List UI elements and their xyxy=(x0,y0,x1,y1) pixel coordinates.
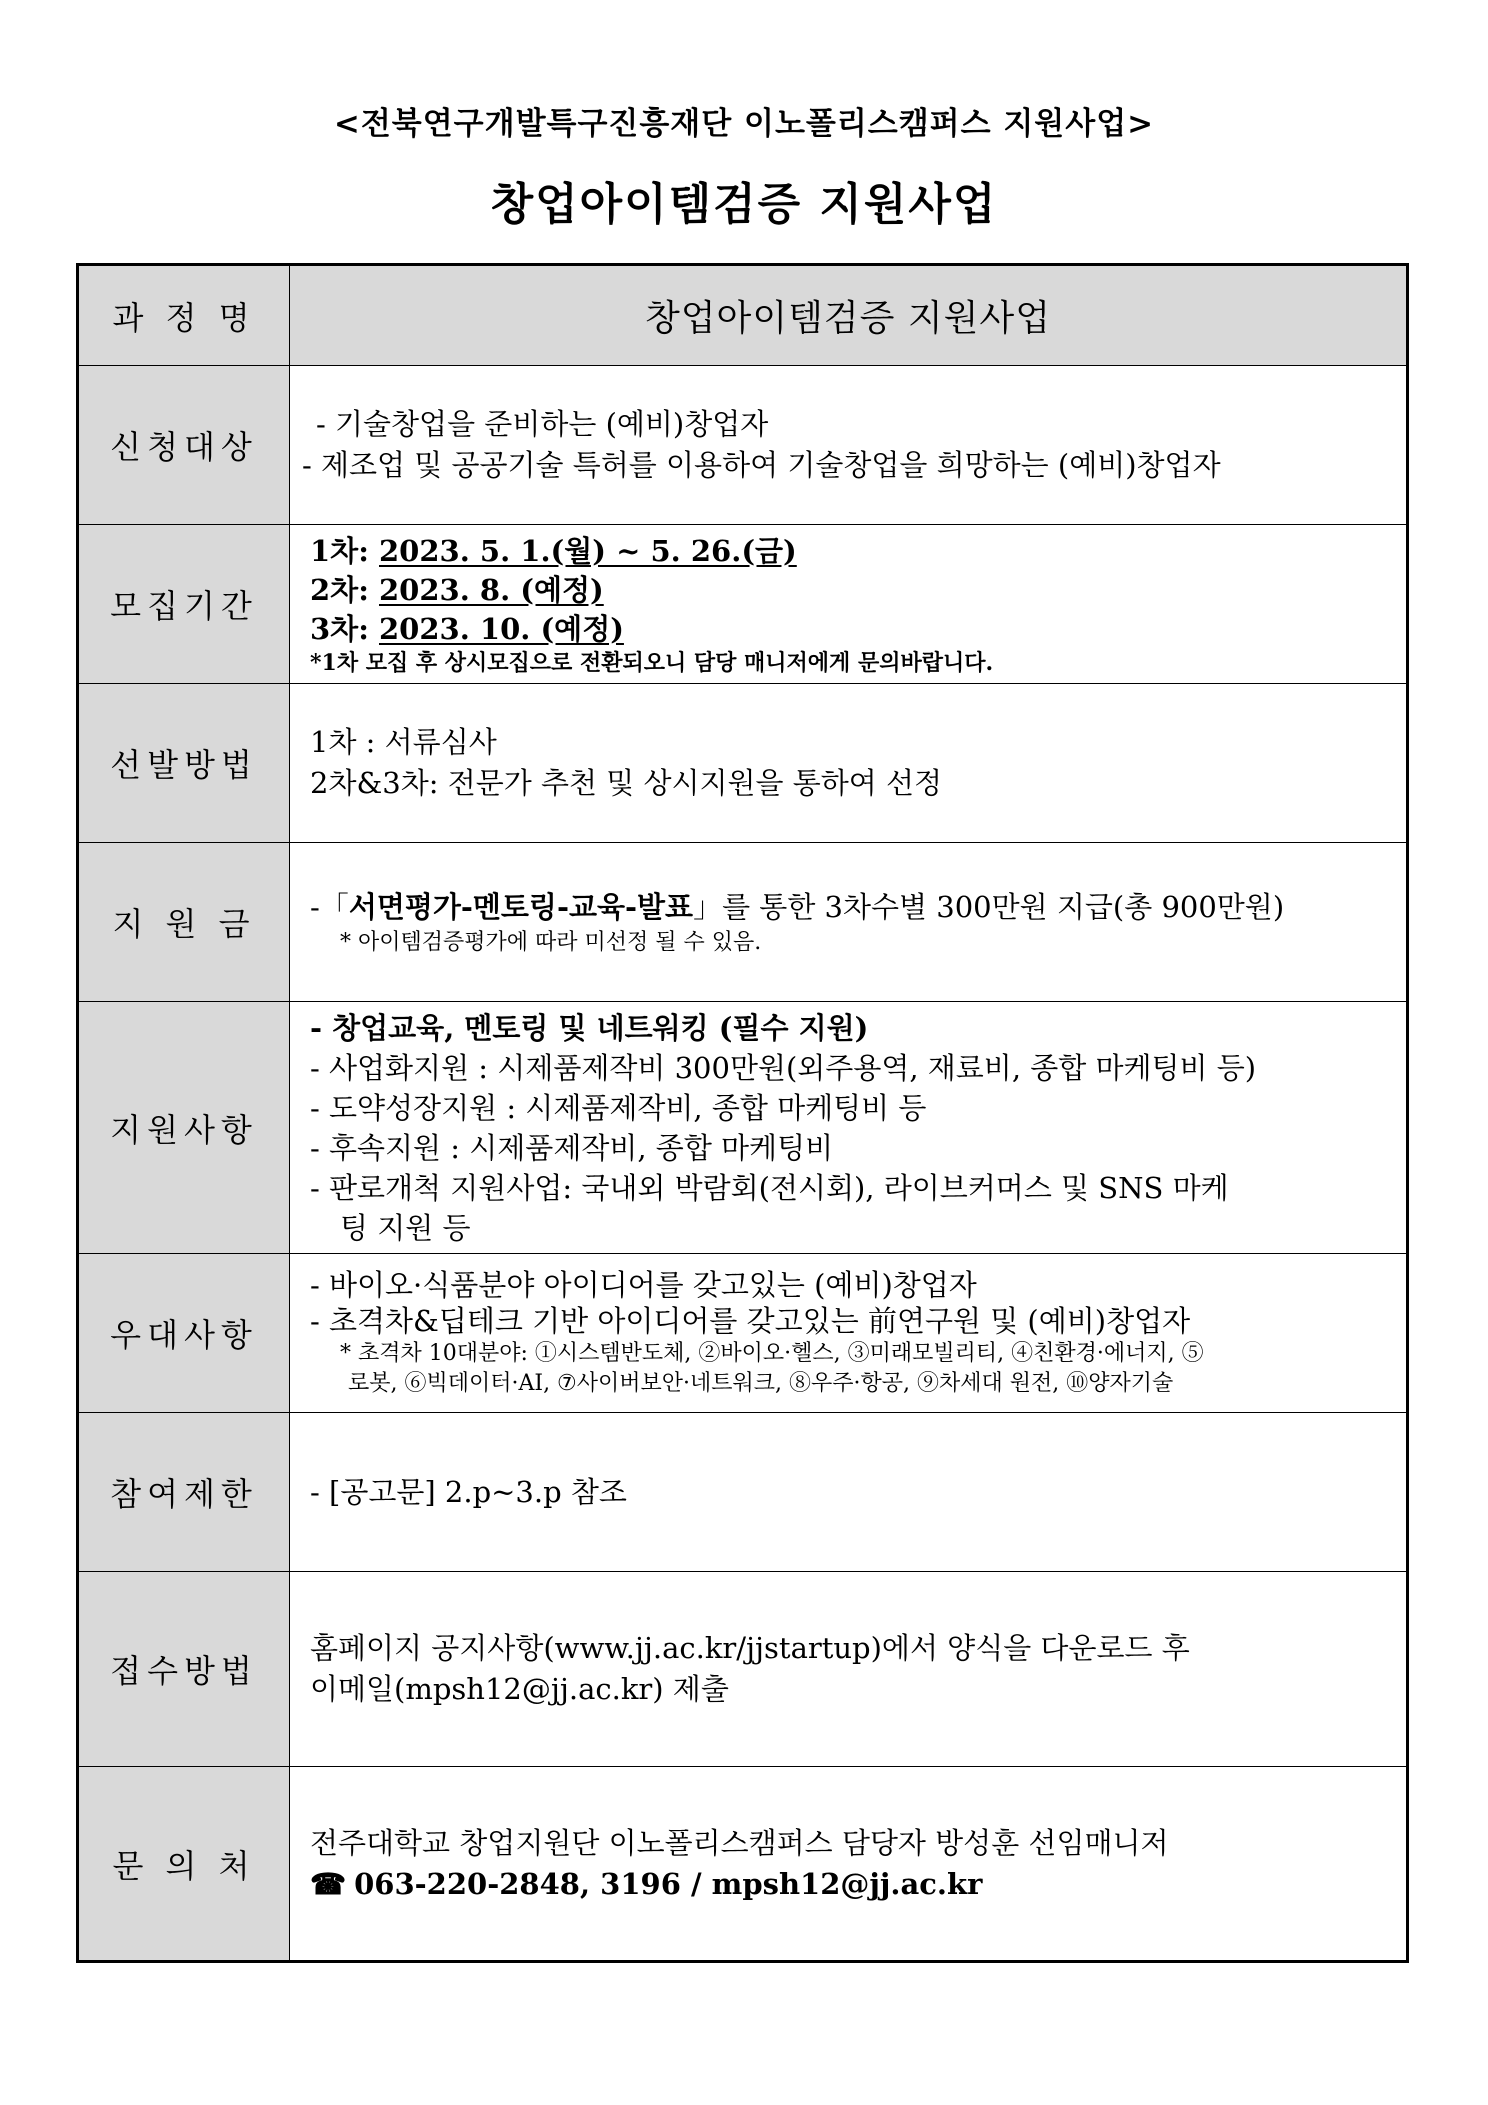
row-submission xyxy=(78,1572,1408,1767)
preference-content xyxy=(290,1254,1408,1413)
support-line-5: - 판로개척 지원사업: 국내외 박람회(전시회), 라이브커머스 및 SNS 마케 xyxy=(310,1170,1229,1205)
round-3-date: 2023. 10. (예정) xyxy=(379,611,624,646)
selection-line-2: 2차&3차: 전문가 추천 및 상시지원을 통하여 선정 xyxy=(310,766,943,800)
period-round-3 xyxy=(310,610,1392,649)
period-content xyxy=(290,525,1408,684)
course-name: 창업아이템검증 지원사업 xyxy=(290,265,1408,366)
support-line-1: - 창업교육, 멘토링 및 네트워킹 (필수 지원) xyxy=(310,1010,869,1045)
row-target xyxy=(78,366,1408,525)
row-course xyxy=(78,265,1408,366)
target-content xyxy=(290,366,1408,525)
support-line-4: - 후속지원 : 시제품제작비, 종합 마케팅비 xyxy=(310,1130,834,1165)
label-support: 지원사항 xyxy=(78,1002,290,1254)
row-funding xyxy=(78,843,1408,1002)
label-period: 모집기간 xyxy=(78,525,290,684)
round-2-prefix: 2차: xyxy=(310,572,379,607)
row-restriction xyxy=(78,1413,1408,1572)
selection-line-1: 1차 : 서류심사 xyxy=(310,725,497,759)
restriction-content: - [공고문] 2.p~3.p 참조 xyxy=(290,1413,1408,1572)
label-preference: 우대사항 xyxy=(78,1254,290,1413)
support-line-6: 팅 지원 등 xyxy=(340,1210,471,1245)
funding-program: 서면평가-멘토링-교육-발표 xyxy=(348,889,694,924)
support-content xyxy=(290,1002,1408,1254)
label-course: 과 정 명 xyxy=(78,265,290,366)
row-period xyxy=(78,525,1408,684)
round-2-date: 2023. 8. (예정) xyxy=(379,572,604,607)
period-round-2 xyxy=(310,571,1392,610)
contact-phone: 063-220-2848, 3196 / mpsh12@jj.ac.kr xyxy=(354,1866,983,1901)
page-title: 창업아이템검증 지원사업 xyxy=(490,179,998,230)
program-info-table xyxy=(76,263,1409,1963)
submission-line-2: 이메일(mpsh12@jj.ac.kr) 제출 xyxy=(310,1672,729,1706)
funding-suffix: 」를 통한 3차수별 300만원 지급(총 900만원) xyxy=(693,889,1285,924)
round-1-date: 2023. 5. 1.(월) ~ 5. 26.(금) xyxy=(379,533,797,568)
support-line-3: - 도약성장지원 : 시제품제작비, 종합 마케팅비 등 xyxy=(310,1090,927,1125)
phone-icon: ☎ xyxy=(310,1866,347,1901)
target-line-1: - 기술창업을 준비하는 (예비)창업자 xyxy=(316,407,769,441)
row-support xyxy=(78,1002,1408,1254)
submission-content xyxy=(290,1572,1408,1767)
label-selection: 선발방법 xyxy=(78,684,290,843)
row-selection xyxy=(78,684,1408,843)
period-note: *1차 모집 후 상시모집으로 전환되오니 담당 매니저에게 문의바랍니다. xyxy=(310,649,994,676)
label-submission: 접수방법 xyxy=(78,1572,290,1767)
funding-line xyxy=(310,887,1392,928)
preference-line-2: - 초격차&딥테크 기반 아이디어를 갖고있는 前연구원 및 (예비)창업자 xyxy=(310,1304,1191,1338)
row-preference xyxy=(78,1254,1408,1413)
target-line-2: - 제조업 및 공공기술 특허를 이용하여 기술창업을 희망하는 (예비)창업자 xyxy=(302,448,1221,482)
row-contact xyxy=(78,1767,1408,1962)
period-round-1 xyxy=(310,532,1392,571)
label-target: 신청대상 xyxy=(78,366,290,525)
submission-line-1: 홈페이지 공지사항(www.jj.ac.kr/jjstartup)에서 양식을 다운로드 후 xyxy=(310,1631,1190,1665)
preference-note-line-2: 로봇, ⑥빅데이터·AI, ⑦사이버보안·네트워크, ⑧우주·항공, ⑨차세대 원전, ⑩양자기술 xyxy=(348,1371,1174,1396)
contact-phone-line xyxy=(310,1864,1392,1905)
funding-content xyxy=(290,843,1408,1002)
label-funding: 지 원 금 xyxy=(78,843,290,1002)
round-3-prefix: 3차: xyxy=(310,611,379,646)
support-line-2: - 사업화지원 : 시제품제작비 300만원(외주용역, 재료비, 종합 마케팅비 등) xyxy=(310,1050,1257,1085)
header-subtitle: <전북연구개발특구진흥재단 이노폴리스캠퍼스 지원사업> xyxy=(333,106,1155,142)
label-restriction: 참여제한 xyxy=(78,1413,290,1572)
funding-prefix: -「 xyxy=(310,889,349,924)
round-1-prefix: 1차: xyxy=(310,533,379,568)
contact-content xyxy=(290,1767,1408,1962)
funding-note: * 아이템검증평가에 따라 미선정 될 수 있음. xyxy=(340,929,762,955)
contact-line-1: 전주대학교 창업지원단 이노폴리스캠퍼스 담당자 방성훈 선임매니저 xyxy=(310,1825,1169,1860)
selection-content xyxy=(290,684,1408,843)
preference-line-1: - 바이오·식품분야 아이디어를 갖고있는 (예비)창업자 xyxy=(310,1268,977,1302)
preference-note-line-1: * 초격차 10대분야: ①시스템반도체, ②바이오·헬스, ③미래모빌리티, ④친환경·에너지, ⑤ xyxy=(340,1341,1204,1366)
label-contact: 문 의 처 xyxy=(78,1767,290,1962)
